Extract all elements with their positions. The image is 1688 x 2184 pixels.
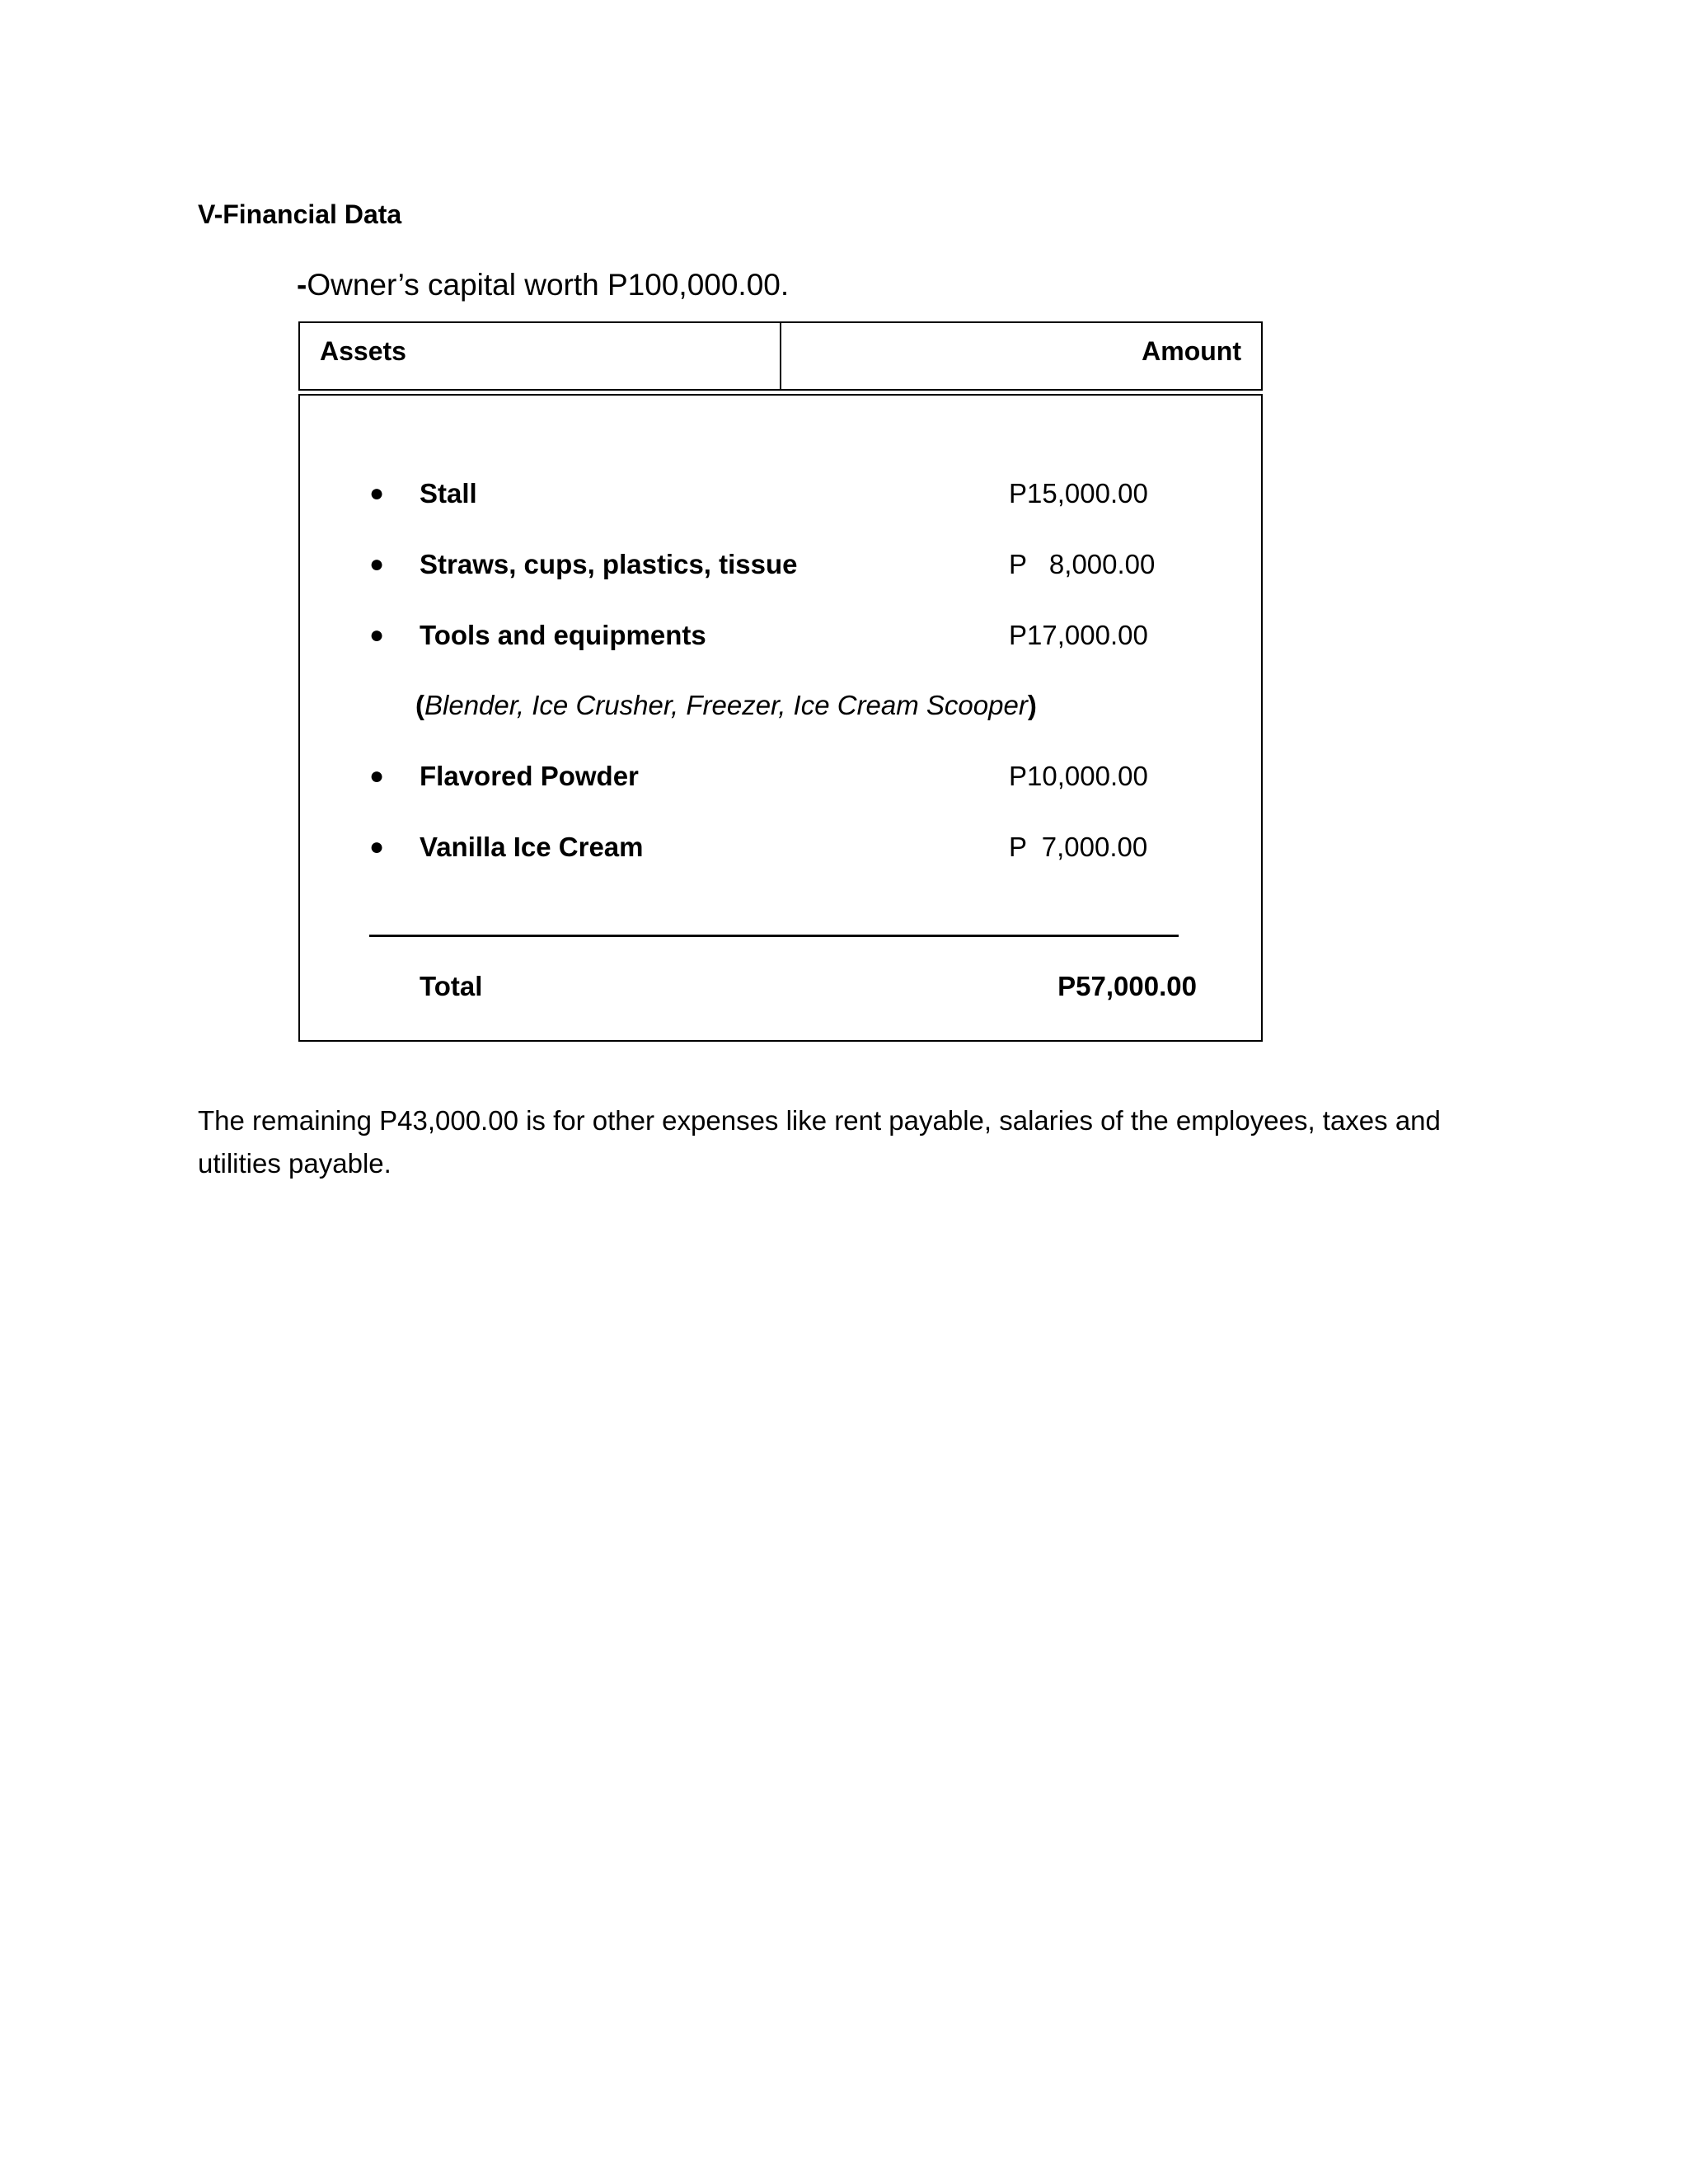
bullet-icon: ● — [369, 551, 385, 578]
asset-label: Stall — [420, 478, 477, 509]
asset-label: Tools and equipments — [420, 620, 706, 650]
asset-label: Flavored Powder — [420, 761, 639, 791]
bullet-icon: ● — [369, 762, 385, 790]
asset-row — [300, 473, 1261, 514]
note-close-paren: ) — [1027, 690, 1037, 720]
section-heading: V-Financial Data — [198, 199, 402, 229]
owner-capital-line — [297, 268, 789, 302]
bullet-icon: ● — [369, 833, 385, 860]
assets-table-header — [298, 321, 1263, 391]
asset-row — [300, 756, 1261, 797]
asset-amount: P 7,000.00 — [1009, 832, 1148, 862]
asset-amount: P15,000.00 — [1009, 478, 1148, 509]
bullet-icon: ● — [369, 480, 385, 507]
capital-dash: - — [297, 268, 307, 302]
assets-table-body — [298, 394, 1263, 1042]
total-amount: P57,000.00 — [1057, 971, 1197, 1001]
asset-amount: P 8,000.00 — [1009, 549, 1156, 579]
tools-note — [415, 685, 1157, 726]
asset-label: Straws, cups, plastics, tissue — [420, 549, 798, 579]
asset-row — [300, 827, 1261, 868]
asset-row — [300, 615, 1261, 656]
assets-column-header: Assets — [300, 323, 781, 389]
note-open-paren: ( — [415, 690, 424, 720]
remaining-paragraph: The remaining P43,000.00 is for other expenses like rent payable, salaries of the employees, taxes and utilities payable. — [198, 1105, 1441, 1179]
asset-label: Vanilla Ice Cream — [420, 832, 644, 862]
total-divider — [369, 935, 1179, 937]
bullet-icon: ● — [369, 621, 385, 649]
asset-row — [300, 544, 1261, 585]
asset-amount: P17,000.00 — [1009, 620, 1148, 650]
note-text: Blender, Ice Crusher, Freezer, Ice Cream Scooper — [424, 690, 1028, 720]
total-label: Total — [420, 971, 483, 1001]
amount-column-header: Amount — [1142, 336, 1241, 366]
asset-amount: P10,000.00 — [1009, 761, 1148, 791]
capital-text: Owner’s capital worth P100,000.00. — [307, 268, 790, 302]
